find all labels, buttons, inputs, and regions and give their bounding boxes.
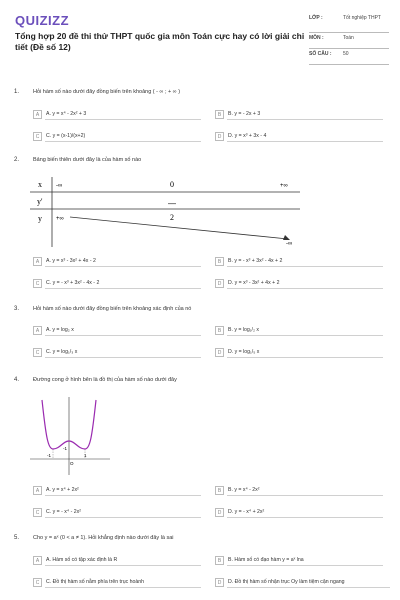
option-text: C. y = (x-1)/(x+2): [46, 133, 86, 139]
option-underline: [227, 335, 383, 336]
option-underline: [227, 517, 383, 518]
option-text: A. y = x³ - 3x² + 4x - 2: [46, 258, 96, 264]
option-underline: [45, 335, 201, 336]
tick-label: -1: [47, 453, 52, 458]
y-value: 2: [170, 213, 174, 222]
option-text: C. y = log₁/₃ x: [46, 349, 78, 355]
option-b[interactable]: [215, 256, 383, 268]
option-letter: A: [33, 326, 42, 335]
function-graph: [30, 397, 110, 475]
option-text: B. y = - 2x + 3: [228, 111, 261, 117]
question-number: 2.: [14, 157, 20, 163]
option-text: D. y = - x⁴ + 2x²: [228, 509, 265, 515]
option-a[interactable]: [33, 325, 201, 337]
meta-count-row: [309, 49, 389, 65]
origin-label: O: [70, 461, 74, 466]
option-text: D. y = log₁/₅ x: [228, 349, 260, 355]
option-underline: [227, 288, 383, 289]
option-underline: [227, 587, 390, 588]
option-c[interactable]: [33, 131, 201, 143]
option-b[interactable]: [215, 109, 383, 121]
question-text: Hỏi hàm số nào dưới đây đồng biến trên khoảng ( - ∞ ; + ∞ ): [33, 89, 181, 95]
question-number: 1.: [14, 89, 20, 95]
option-a[interactable]: [33, 555, 201, 567]
option-d[interactable]: [215, 131, 383, 143]
option-text: B. y = - x³ + 3x² - 4x + 2: [228, 258, 283, 264]
option-a[interactable]: [33, 109, 201, 121]
y-value: +∞: [56, 216, 64, 222]
option-text: A. Hàm số có tập xác định là R: [46, 557, 118, 563]
option-d[interactable]: [215, 278, 383, 290]
option-b[interactable]: [215, 485, 383, 497]
option-letter: A: [33, 110, 42, 119]
option-text: C. y = - x³ + 3x² - 4x - 2: [46, 280, 100, 286]
option-letter: D: [215, 348, 224, 357]
x-value: 0: [170, 180, 174, 189]
option-underline: [45, 495, 201, 496]
option-b[interactable]: [215, 555, 383, 567]
option-underline: [45, 141, 201, 142]
option-letter: C: [33, 348, 42, 357]
option-underline: [45, 288, 201, 289]
option-text: D. Đồ thị hàm số nhận trục Oy làm tiệm cận ngang: [228, 579, 345, 585]
option-underline: [45, 357, 201, 358]
option-underline: [45, 266, 201, 267]
row-label-yprime: y': [37, 197, 43, 206]
option-c[interactable]: [33, 278, 201, 290]
option-c[interactable]: [33, 347, 201, 359]
option-letter: C: [33, 279, 42, 288]
option-text: B. Hàm số có đạo hàm y = aˣ lna: [228, 557, 304, 563]
option-underline: [227, 565, 383, 566]
meta-class-value: Tốt nghiệp THPT: [343, 15, 381, 21]
y-value: -∞: [286, 241, 293, 247]
option-letter: B: [215, 110, 224, 119]
option-text: A. y = x⁴ + 2x²: [46, 487, 79, 493]
option-letter: B: [215, 486, 224, 495]
x-value: -∞: [56, 183, 63, 189]
option-b[interactable]: [215, 325, 383, 337]
option-underline: [45, 565, 201, 566]
option-underline: [45, 119, 201, 120]
meta-count-value: 50: [343, 51, 349, 57]
row-label-y: y: [38, 214, 42, 223]
option-underline: [227, 119, 383, 120]
variation-table: [30, 177, 300, 247]
option-letter: B: [215, 556, 224, 565]
option-underline: [45, 587, 201, 588]
yprime-sign: —: [168, 199, 176, 208]
option-text: D. y = x³ - 3x² + 4x + 2: [228, 280, 280, 286]
document-title: Tổng hợp 20 đề thi thử THPT quốc gia môn Toán cực hay có lời giải chi tiết (Đề số 12): [15, 31, 305, 52]
question-number: 4.: [14, 377, 20, 383]
option-underline: [227, 495, 383, 496]
question-text: Hỏi hàm số nào dưới đây đồng biến trên khoảng xác định của nó: [33, 306, 192, 312]
option-underline: [227, 357, 383, 358]
meta-subject-value: Toán: [343, 35, 354, 41]
option-letter: D: [215, 279, 224, 288]
option-letter: A: [33, 556, 42, 565]
option-text: C. Đồ thị hàm số nằm phía trên trục hoành: [46, 579, 145, 585]
option-underline: [227, 266, 383, 267]
tick-label: -1: [63, 446, 68, 451]
option-letter: C: [33, 132, 42, 141]
option-d[interactable]: [215, 577, 390, 589]
question-text: Cho y = aˣ (0 < a ≠ 1). Hỏi khẳng định nào dưới đây là sai: [33, 535, 174, 541]
option-text: D. y = x³ + 3x - 4: [228, 133, 267, 139]
option-letter: C: [33, 578, 42, 587]
question-number: 3.: [14, 306, 20, 312]
meta-panel: [309, 13, 389, 65]
arrow-head: [283, 235, 290, 240]
row-label-x: x: [38, 180, 42, 189]
option-a[interactable]: [33, 485, 201, 497]
option-underline: [227, 141, 383, 142]
option-letter: B: [215, 326, 224, 335]
option-c[interactable]: [33, 577, 201, 589]
meta-count-label: SỐ CÂU :: [309, 51, 332, 57]
option-underline: [45, 517, 201, 518]
option-text: C. y = - x⁴ - 2x²: [46, 509, 81, 515]
option-a[interactable]: [33, 256, 201, 268]
option-d[interactable]: [215, 507, 383, 519]
option-letter: D: [215, 132, 224, 141]
question-number: 5.: [14, 535, 20, 541]
decreasing-arrow: [70, 217, 288, 239]
option-text: A. y = log₂ x: [46, 327, 74, 333]
option-letter: A: [33, 257, 42, 266]
meta-class-row: [309, 13, 389, 33]
question-text: Đường cong ở hình bên là đồ thị của hàm số nào dưới đây: [33, 377, 177, 383]
option-letter: D: [215, 508, 224, 517]
option-text: B. y = log₁/₂ x: [228, 327, 260, 333]
option-text: A. y = x⁴ - 2x² + 3: [46, 111, 87, 117]
meta-subject-label: MÔN :: [309, 35, 324, 41]
meta-class-label: LỚP :: [309, 15, 323, 21]
option-letter: B: [215, 257, 224, 266]
option-c[interactable]: [33, 507, 201, 519]
meta-subject-row: [309, 33, 389, 49]
option-d[interactable]: [215, 347, 383, 359]
option-letter: C: [33, 508, 42, 517]
tick-label: 1: [84, 453, 87, 458]
logo: QUIZIZZ: [15, 13, 70, 28]
option-letter: D: [215, 578, 224, 587]
option-letter: A: [33, 486, 42, 495]
x-value: +∞: [280, 183, 288, 189]
option-text: B. y = x⁴ - 2x²: [228, 487, 260, 493]
question-text: Bảng biến thiên dưới đây là của hàm số nào: [33, 157, 142, 163]
